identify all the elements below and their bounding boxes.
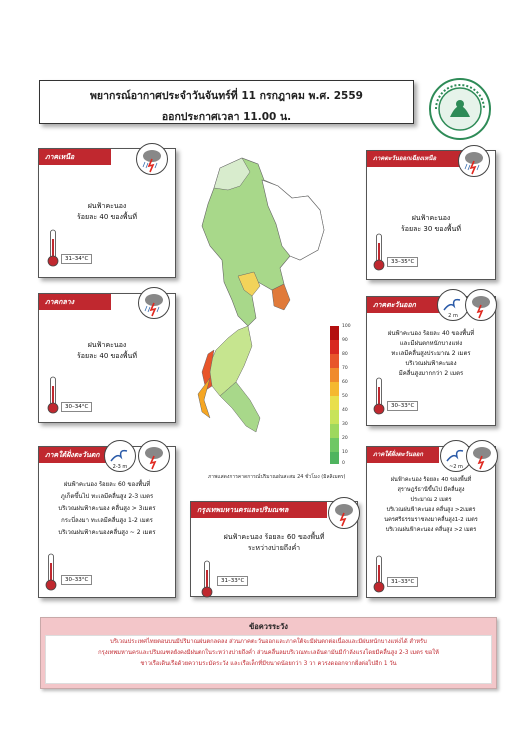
legend-label: 100	[342, 324, 351, 329]
region-text: ฝนฟ้าคะนอง ร้อยละ 60 ของพื้นที่ ภูเก็ตขึ้นไป ทะเลมีคลื่นสูง 2-3 เมตร บริเวณฝนฟ้าคะนอง คลื่นสูง > 3เมตร กระบี่ลงมา ทะเลมีคลื่นสูง 1-2 เมตร บริเวณฝนฟ้าคะนองคลื่นสูง ~ 2 เมตร	[58, 481, 156, 536]
legend-label: 20	[342, 436, 348, 441]
warning-box	[40, 617, 497, 689]
svg-text:~2 m: ~2 m	[449, 464, 463, 470]
issue-time: ออกประกาศเวลา 11.00 น.	[161, 111, 292, 123]
rainfall-legend-bar	[330, 326, 339, 464]
legend-label: 30	[342, 422, 348, 427]
legend-label: 90	[342, 338, 348, 343]
map-caption: ภาพแสดงการคาดการณ์ปริมาณฝนสะสม 24 ชั่วโมง (มิลลิเมตร)	[208, 474, 346, 480]
temperature-range: 31–33°C	[387, 577, 418, 587]
thunderstorm-icon	[466, 440, 498, 472]
warning-text: บริเวณประเทศไทยตอนบนมีปริมาณฝนตกลดลง ส่วนภาคตะวันออกและภาคใต้จะมีฝนตกต่อเนื่องและมีฝนหนักบางแห่งได้ สำหรับ กรุงเทพมหานครและปริมณฑลยังคงมีฝนตกในระหว่างบ่ายถึงค่ำ ส่วนคลื่นลมบริเวณทะเลอันดามันมีกำลังแรงโดยมีคลื่นสูง 2-3 เมตร ขอให้ ชาวเรือเดินเรือด้วยความระมัดระวัง และเรือเล็กที่มีขนาดน้อยกว่า 3 วา ควรงดออกจากฝั่งต่อไปอีก 1 วัน	[45, 635, 492, 684]
region-text: ฝนฟ้าคะนอง ร้อยละ 60 ของพื้นที่ ระหว่างบ่ายถึงค่ำ	[223, 533, 325, 552]
region-text: ฝนฟ้าคะนอง ร้อยละ 40 ของพื้นที่ และมีฝนตกหนักบางแห่ง ทะเลมีคลื่นสูงประมาณ 2 เมตร บริเวณฝนฟ้าคะนอง มีคลื่นสูงมากกว่า 2 เมตร	[387, 330, 475, 377]
thermometer-icon	[47, 376, 59, 414]
wave-icon	[104, 440, 136, 472]
temperature-range: 30–33°C	[387, 401, 418, 411]
thermometer-icon	[373, 555, 385, 593]
region-text: ฝนฟ้าคะนอง ร้อยละ 40 ของพื้นที่	[77, 341, 137, 360]
svg-text:2-3 m: 2-3 m	[112, 464, 128, 470]
warning-title: ข้อควรระวัง	[249, 622, 288, 631]
temperature-range: 33–35°C	[387, 257, 418, 267]
region-title: ภาคกลาง	[39, 294, 111, 310]
thermometer-icon	[45, 553, 57, 591]
tmd-seal-logo	[428, 77, 492, 141]
temperature-range: 31–34°C	[61, 254, 92, 264]
legend-label: 40	[342, 408, 348, 413]
region-text: ฝนฟ้าคะนอง ร้อยละ 40 ของพื้นที่	[77, 202, 137, 221]
region-text: ฝนฟ้าคะนอง ร้อยละ 40 ของพื้นที่ สุราษฎร์ธานีขึ้นไป มีคลื่นสูง ประมาณ 2 เมตร บริเวณฝนฟ้าคะนอง คลื่นสูง >2เมตร นครศรีธรรมราชลงมาคลื่นสูง1-2 เมตร บริเวณฝนฟ้าคะนอง คลื่นสูง >2 เมตร	[384, 477, 478, 533]
thunderstorm-icon	[458, 145, 490, 177]
region-title: ภาคเหนือ	[39, 149, 111, 165]
thunderstorm-icon	[328, 497, 360, 529]
region-title: ภาคใต้ฝั่งตะวันออก	[367, 447, 439, 463]
region-title: กรุงเทพมหานครและปริมณฑล	[191, 502, 327, 518]
legend-label: 50	[342, 394, 348, 399]
region-text: ฝนฟ้าคะนอง ร้อยละ 30 ของพื้นที่	[401, 214, 461, 233]
temperature-range: 30–34°C	[61, 402, 92, 412]
thermometer-icon	[47, 229, 59, 267]
thermometer-icon	[373, 233, 385, 271]
svg-text:2 m: 2 m	[448, 313, 458, 319]
legend-label: 70	[342, 366, 348, 371]
thermometer-icon	[201, 560, 213, 598]
region-title: ภาคตะวันออก	[367, 297, 439, 313]
forecast-title-box	[39, 80, 414, 124]
legend-label: 0	[342, 461, 345, 466]
legend-label: 80	[342, 352, 348, 357]
region-title: ภาคตะวันออกเฉียงเหนือ	[367, 151, 463, 167]
thunderstorm-icon	[465, 289, 497, 321]
thunderstorm-icon	[138, 440, 170, 472]
forecast-title: พยากรณ์อากาศประจำวันจันทร์ที่ 11 กรกฎาคม พ.ศ. 2559	[90, 90, 363, 102]
legend-label: 60	[342, 380, 348, 385]
legend-label: 10	[342, 450, 348, 455]
region-title: ภาคใต้ฝั่งตะวันตก	[39, 447, 111, 463]
temperature-range: 30–33°C	[61, 575, 92, 585]
thermometer-icon	[373, 377, 385, 415]
temperature-range: 31–33°C	[217, 576, 248, 586]
rainfall-map	[180, 150, 340, 470]
thunderstorm-icon	[138, 287, 170, 319]
thunderstorm-icon	[136, 143, 168, 175]
